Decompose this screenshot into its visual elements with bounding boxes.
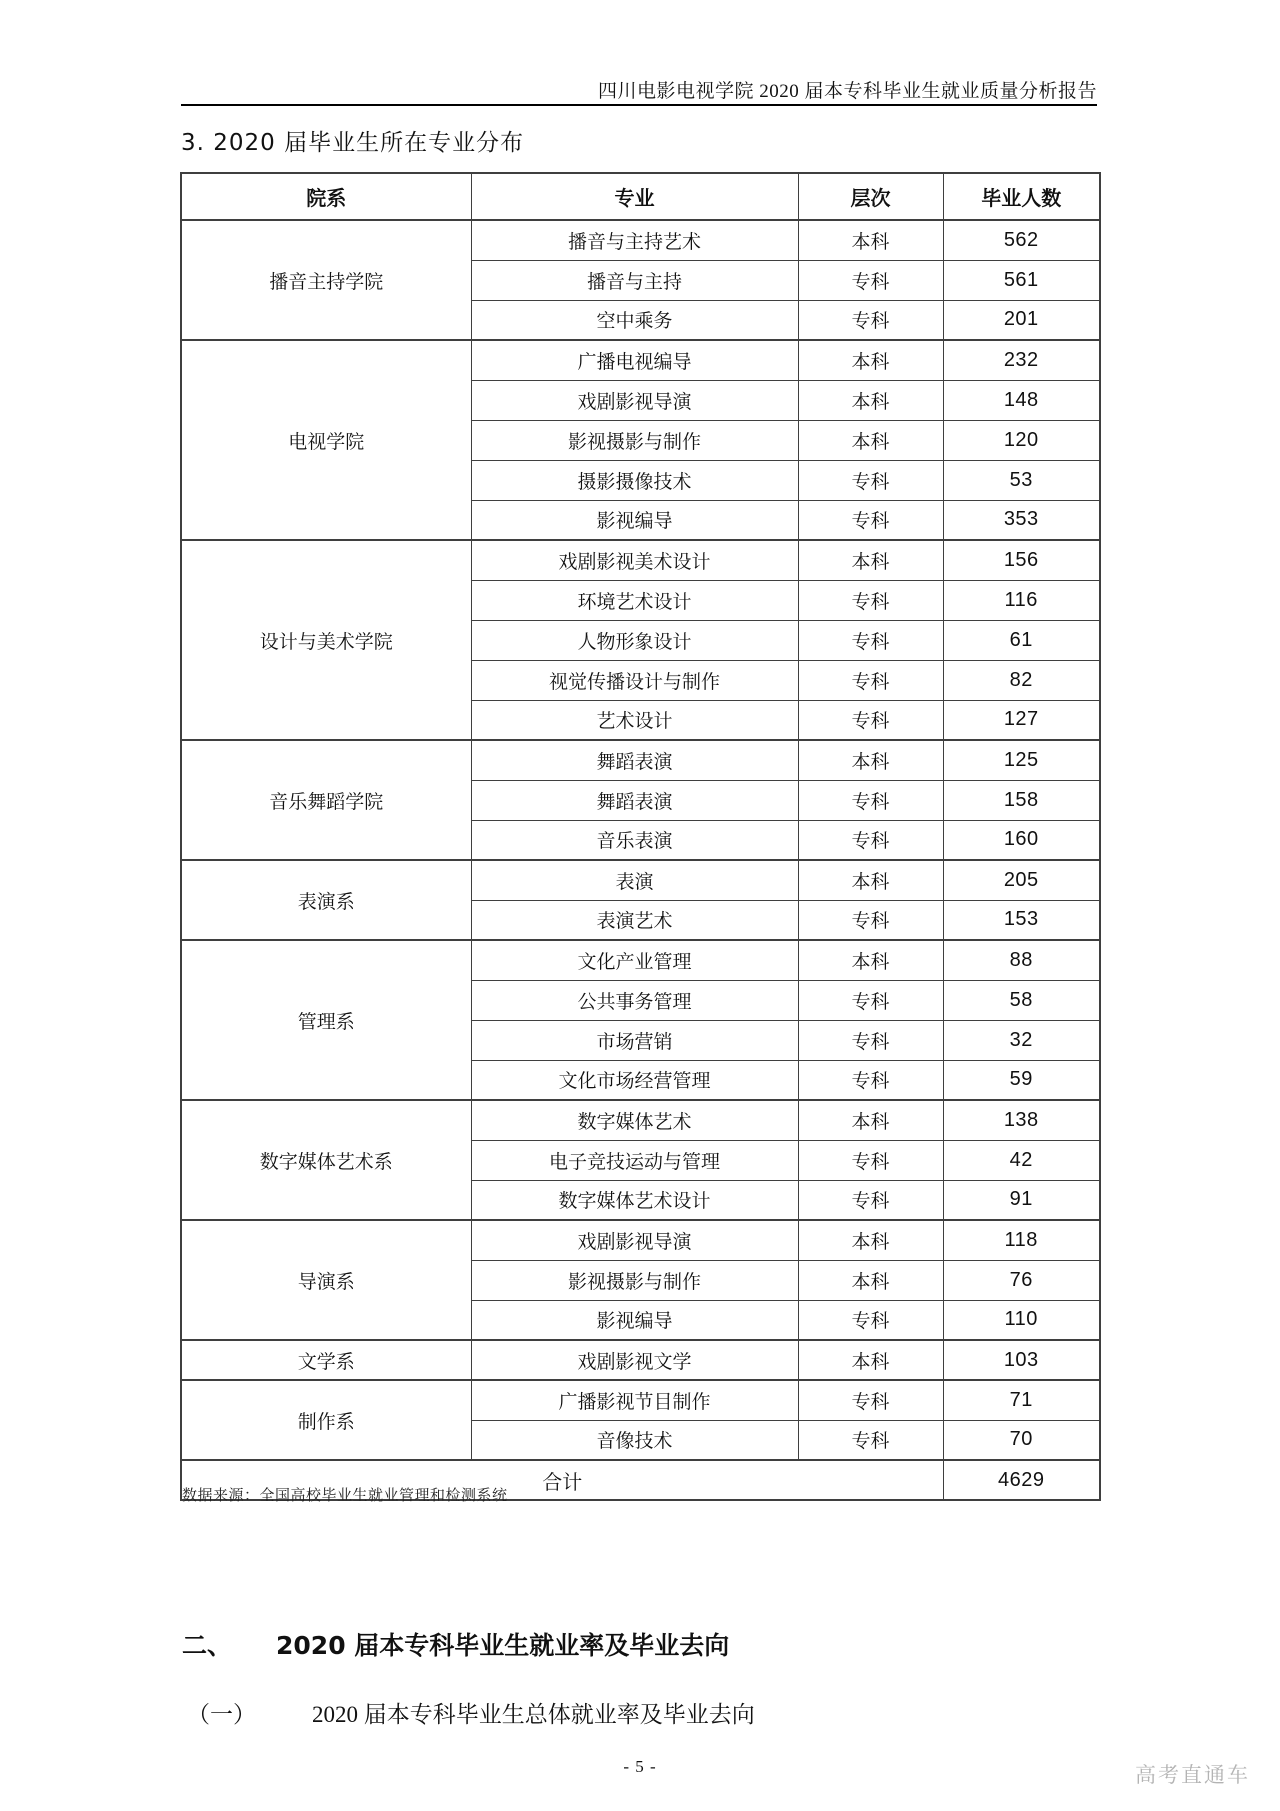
count-cell: 61 bbox=[943, 620, 1100, 660]
count-cell: 156 bbox=[943, 540, 1100, 580]
major-cell: 数字媒体艺术设计 bbox=[471, 1180, 798, 1220]
major-cell: 电子竞技运动与管理 bbox=[471, 1140, 798, 1180]
column-header-level: 层次 bbox=[798, 173, 943, 220]
major-cell: 文化产业管理 bbox=[471, 940, 798, 980]
major-cell: 戏剧影视文学 bbox=[471, 1340, 798, 1380]
table-header-row bbox=[181, 173, 1100, 220]
table-row bbox=[181, 220, 1100, 260]
major-cell: 市场营销 bbox=[471, 1020, 798, 1060]
major-cell: 戏剧影视导演 bbox=[471, 380, 798, 420]
count-cell: 58 bbox=[943, 980, 1100, 1020]
level-cell: 本科 bbox=[798, 380, 943, 420]
count-cell: 138 bbox=[943, 1100, 1100, 1140]
section2-title: 2020 届本专科毕业生就业率及毕业去向 bbox=[276, 1631, 730, 1660]
department-cell: 数字媒体艺术系 bbox=[181, 1100, 471, 1220]
major-cell: 播音与主持 bbox=[471, 260, 798, 300]
table-row bbox=[181, 540, 1100, 580]
level-cell: 专科 bbox=[798, 700, 943, 740]
count-cell: 148 bbox=[943, 380, 1100, 420]
column-header-department: 院系 bbox=[181, 173, 471, 220]
table-row bbox=[181, 340, 1100, 380]
table-row bbox=[181, 1380, 1100, 1420]
level-cell: 本科 bbox=[798, 220, 943, 260]
major-cell: 影视摄影与制作 bbox=[471, 1260, 798, 1300]
major-cell: 舞蹈表演 bbox=[471, 740, 798, 780]
count-cell: 59 bbox=[943, 1060, 1100, 1100]
page-number: - 5 - bbox=[623, 1757, 657, 1776]
major-cell: 影视摄影与制作 bbox=[471, 420, 798, 460]
section2-heading bbox=[182, 1626, 729, 1662]
level-cell: 本科 bbox=[798, 340, 943, 380]
table-row bbox=[181, 940, 1100, 980]
level-cell: 本科 bbox=[798, 1260, 943, 1300]
department-cell: 制作系 bbox=[181, 1380, 471, 1460]
count-cell: 127 bbox=[943, 700, 1100, 740]
page-header-title: 四川电影电视学院 2020 届本专科毕业生就业质量分析报告 bbox=[597, 81, 1097, 102]
table-row bbox=[181, 740, 1100, 780]
major-cell: 音像技术 bbox=[471, 1420, 798, 1460]
department-cell: 播音主持学院 bbox=[181, 220, 471, 340]
table-row bbox=[181, 1340, 1100, 1380]
count-cell: 120 bbox=[943, 420, 1100, 460]
department-cell: 管理系 bbox=[181, 940, 471, 1100]
level-cell: 专科 bbox=[798, 980, 943, 1020]
count-cell: 53 bbox=[943, 460, 1100, 500]
count-cell: 232 bbox=[943, 340, 1100, 380]
count-cell: 116 bbox=[943, 580, 1100, 620]
count-cell: 88 bbox=[943, 940, 1100, 980]
level-cell: 专科 bbox=[798, 1060, 943, 1100]
major-cell: 影视编导 bbox=[471, 500, 798, 540]
header-rule bbox=[181, 104, 1097, 106]
count-cell: 205 bbox=[943, 860, 1100, 900]
level-cell: 专科 bbox=[798, 900, 943, 940]
major-cell: 表演 bbox=[471, 860, 798, 900]
section2-marker: 二、 bbox=[182, 1631, 233, 1660]
major-cell: 空中乘务 bbox=[471, 300, 798, 340]
level-cell: 本科 bbox=[798, 540, 943, 580]
major-cell: 公共事务管理 bbox=[471, 980, 798, 1020]
total-label-cell: 合计 bbox=[181, 1460, 943, 1500]
count-cell: 91 bbox=[943, 1180, 1100, 1220]
department-cell: 表演系 bbox=[181, 860, 471, 940]
section3-heading: 3. 2020 届毕业生所在专业分布 bbox=[181, 130, 525, 156]
level-cell: 专科 bbox=[798, 780, 943, 820]
table-row bbox=[181, 1220, 1100, 1260]
department-cell: 导演系 bbox=[181, 1220, 471, 1340]
major-cell: 表演艺术 bbox=[471, 900, 798, 940]
major-cell: 摄影摄像技术 bbox=[471, 460, 798, 500]
major-cell: 影视编导 bbox=[471, 1300, 798, 1340]
level-cell: 专科 bbox=[798, 1300, 943, 1340]
section2-1-heading bbox=[187, 1696, 755, 1729]
count-cell: 158 bbox=[943, 780, 1100, 820]
count-cell: 110 bbox=[943, 1300, 1100, 1340]
level-cell: 本科 bbox=[798, 740, 943, 780]
data-source-note: 数据来源：全国高校毕业生就业管理和检测系统 bbox=[182, 1486, 508, 1504]
total-count-cell: 4629 bbox=[943, 1460, 1100, 1500]
section2-1-marker: （一） bbox=[187, 1702, 256, 1727]
count-cell: 103 bbox=[943, 1340, 1100, 1380]
count-cell: 153 bbox=[943, 900, 1100, 940]
count-cell: 562 bbox=[943, 220, 1100, 260]
major-cell: 视觉传播设计与制作 bbox=[471, 660, 798, 700]
major-cell: 戏剧影视美术设计 bbox=[471, 540, 798, 580]
major-cell: 人物形象设计 bbox=[471, 620, 798, 660]
level-cell: 专科 bbox=[798, 1180, 943, 1220]
count-cell: 125 bbox=[943, 740, 1100, 780]
level-cell: 本科 bbox=[798, 1340, 943, 1380]
table-row bbox=[181, 860, 1100, 900]
majors-table bbox=[180, 172, 1101, 1501]
table-row bbox=[181, 1100, 1100, 1140]
level-cell: 本科 bbox=[798, 860, 943, 900]
major-cell: 数字媒体艺术 bbox=[471, 1100, 798, 1140]
department-cell: 电视学院 bbox=[181, 340, 471, 540]
level-cell: 专科 bbox=[798, 260, 943, 300]
level-cell: 专科 bbox=[798, 620, 943, 660]
section2-1-title: 2020 届本专科毕业生总体就业率及毕业去向 bbox=[312, 1702, 755, 1727]
major-cell: 广播影视节目制作 bbox=[471, 1380, 798, 1420]
level-cell: 专科 bbox=[798, 1420, 943, 1460]
level-cell: 本科 bbox=[798, 1100, 943, 1140]
count-cell: 561 bbox=[943, 260, 1100, 300]
major-cell: 舞蹈表演 bbox=[471, 780, 798, 820]
column-header-major: 专业 bbox=[471, 173, 798, 220]
column-header-count: 毕业人数 bbox=[943, 173, 1100, 220]
major-cell: 戏剧影视导演 bbox=[471, 1220, 798, 1260]
level-cell: 专科 bbox=[798, 580, 943, 620]
level-cell: 专科 bbox=[798, 820, 943, 860]
count-cell: 160 bbox=[943, 820, 1100, 860]
level-cell: 本科 bbox=[798, 420, 943, 460]
watermark: 高考直通车 bbox=[1135, 1763, 1250, 1787]
count-cell: 42 bbox=[943, 1140, 1100, 1180]
level-cell: 本科 bbox=[798, 940, 943, 980]
major-cell: 音乐表演 bbox=[471, 820, 798, 860]
major-cell: 播音与主持艺术 bbox=[471, 220, 798, 260]
level-cell: 本科 bbox=[798, 1220, 943, 1260]
level-cell: 专科 bbox=[798, 1380, 943, 1420]
level-cell: 专科 bbox=[798, 460, 943, 500]
level-cell: 专科 bbox=[798, 300, 943, 340]
major-cell: 广播电视编导 bbox=[471, 340, 798, 380]
count-cell: 71 bbox=[943, 1380, 1100, 1420]
department-cell: 设计与美术学院 bbox=[181, 540, 471, 740]
level-cell: 专科 bbox=[798, 660, 943, 700]
count-cell: 82 bbox=[943, 660, 1100, 700]
count-cell: 118 bbox=[943, 1220, 1100, 1260]
count-cell: 353 bbox=[943, 500, 1100, 540]
count-cell: 32 bbox=[943, 1020, 1100, 1060]
major-cell: 文化市场经营管理 bbox=[471, 1060, 798, 1100]
level-cell: 专科 bbox=[798, 1020, 943, 1060]
count-cell: 76 bbox=[943, 1260, 1100, 1300]
department-cell: 文学系 bbox=[181, 1340, 471, 1380]
majors-table-wrap bbox=[180, 172, 1099, 1501]
majors-table-body bbox=[181, 220, 1100, 1500]
major-cell: 环境艺术设计 bbox=[471, 580, 798, 620]
major-cell: 艺术设计 bbox=[471, 700, 798, 740]
count-cell: 70 bbox=[943, 1420, 1100, 1460]
count-cell: 201 bbox=[943, 300, 1100, 340]
department-cell: 音乐舞蹈学院 bbox=[181, 740, 471, 860]
level-cell: 专科 bbox=[798, 500, 943, 540]
level-cell: 专科 bbox=[798, 1140, 943, 1180]
